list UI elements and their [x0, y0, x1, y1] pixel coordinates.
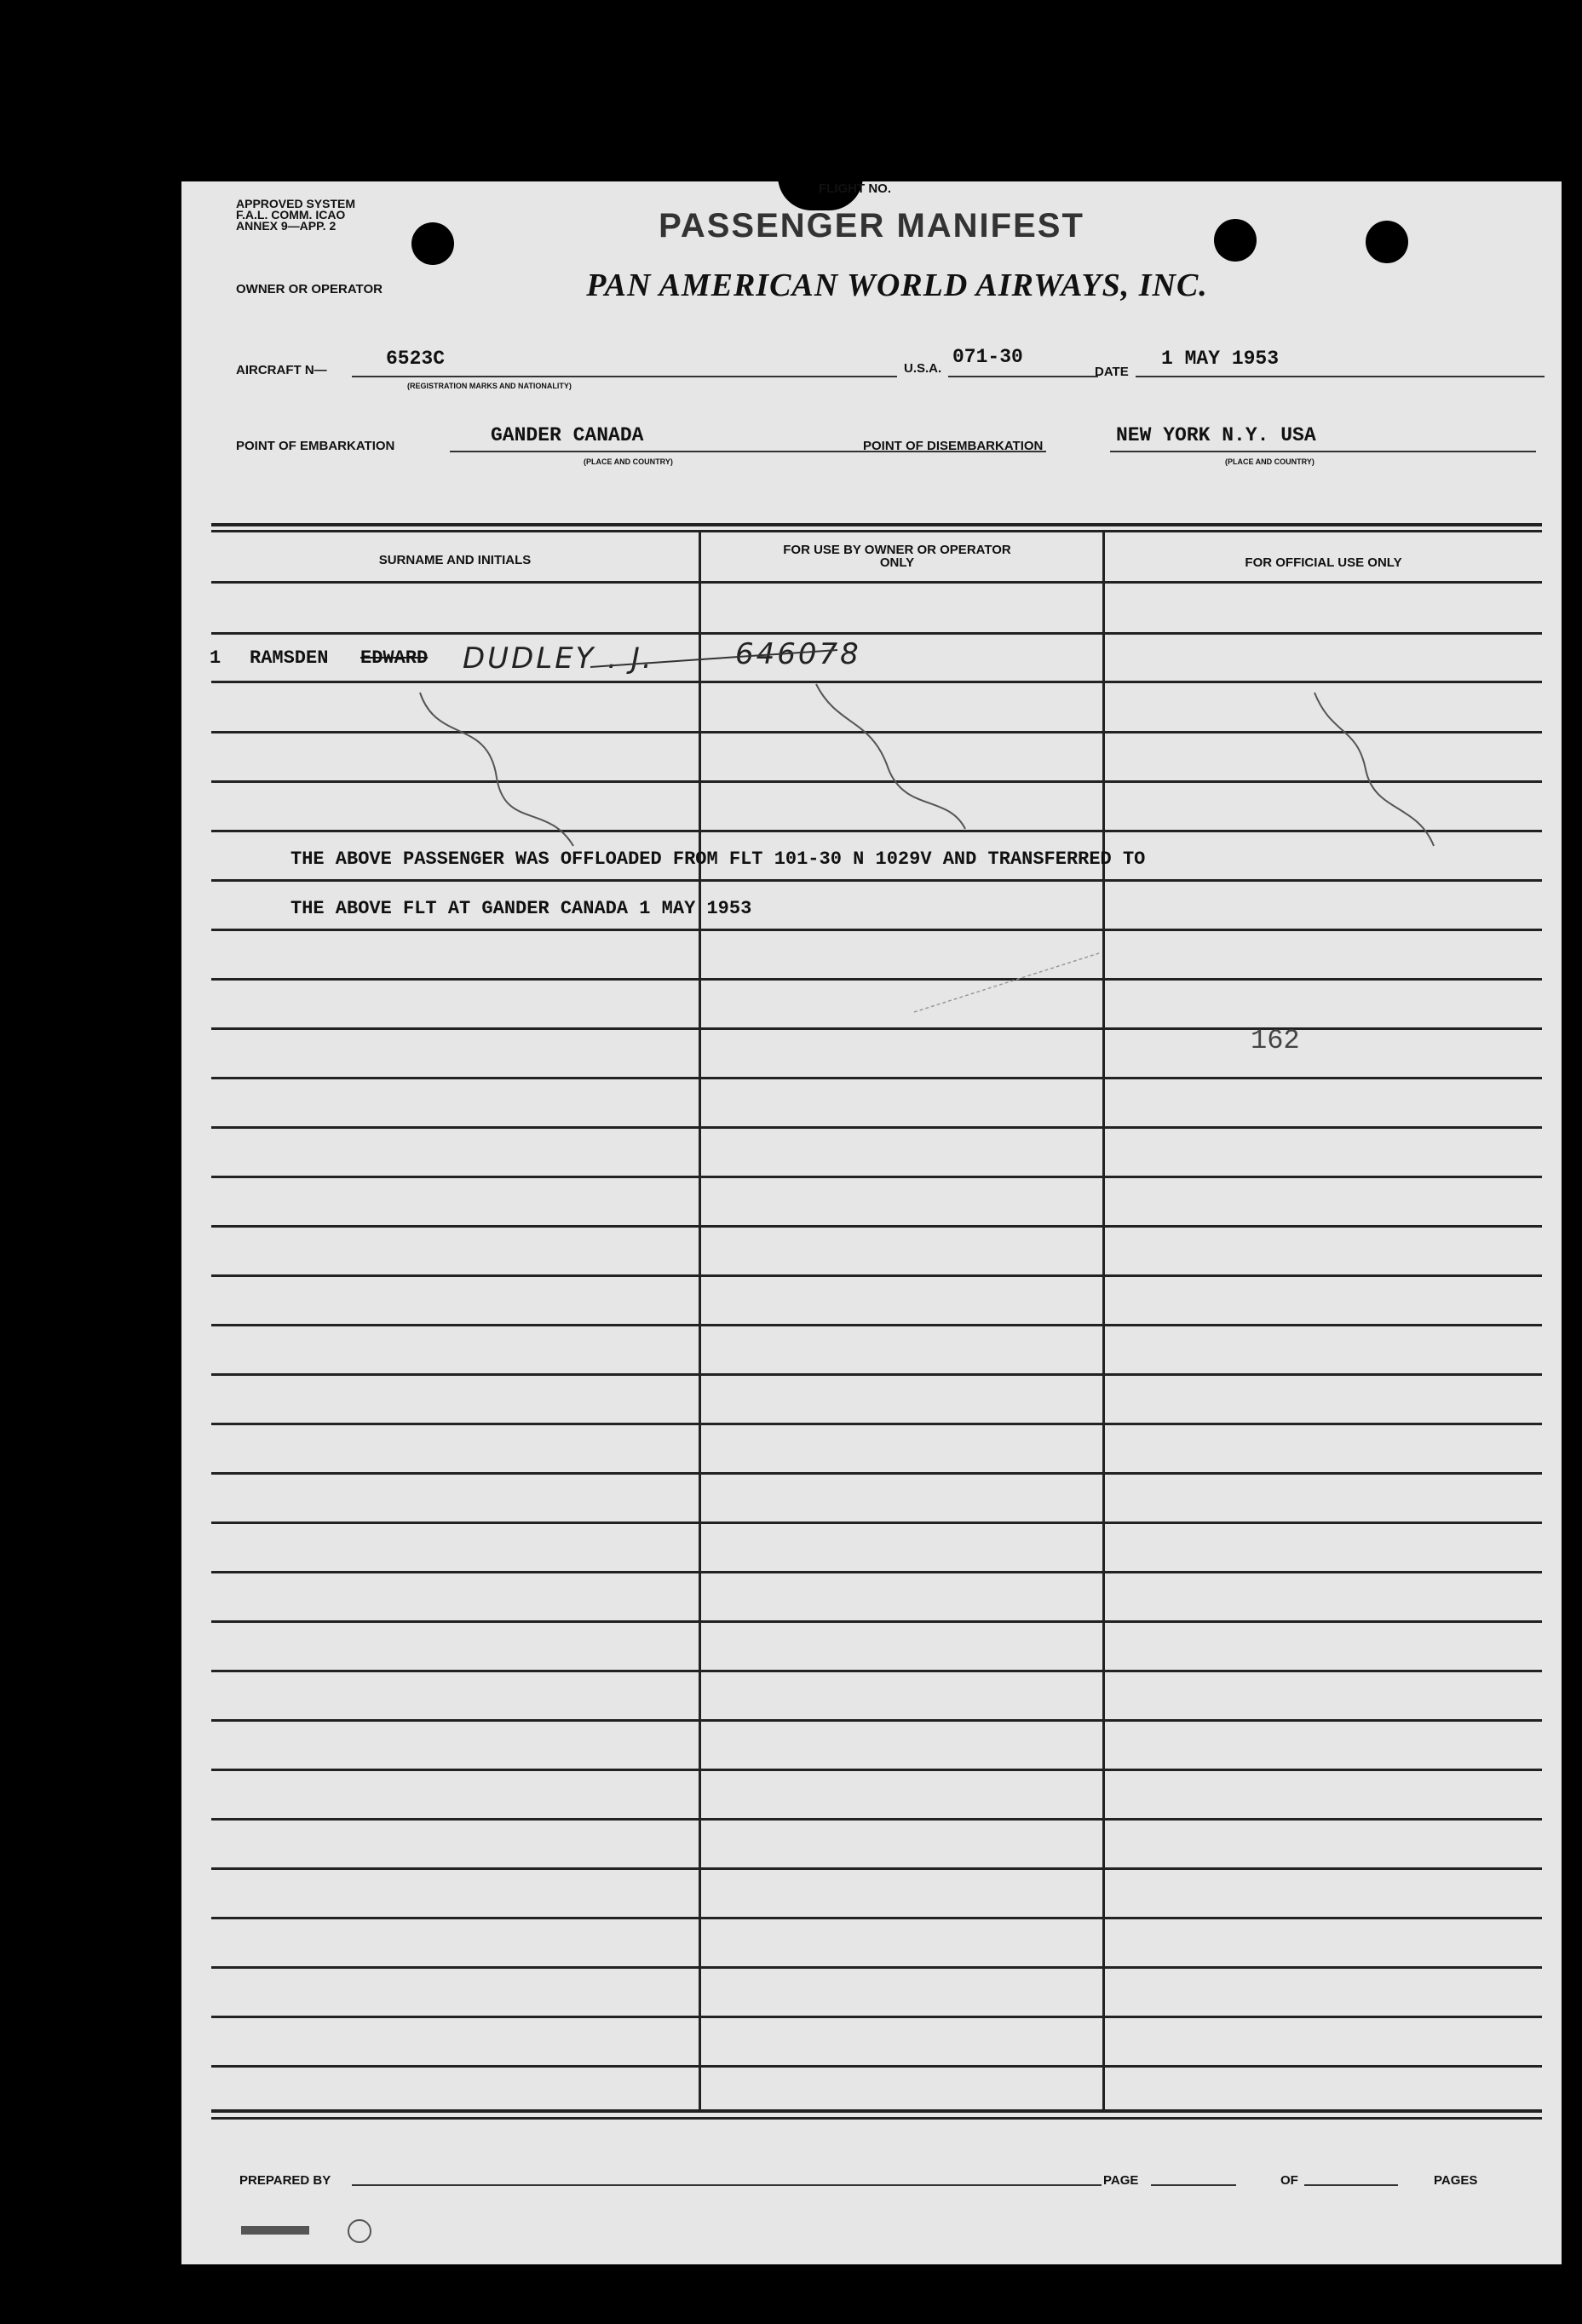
- date-value: 1 MAY 1953: [1161, 348, 1280, 370]
- table-row-line: [211, 1373, 1542, 1376]
- disembarkation-value: NEW YORK N.Y. USA: [1116, 424, 1316, 446]
- table-row-line: [211, 1620, 1542, 1623]
- table-bottom-rule-2: [211, 2117, 1542, 2120]
- table-row-line: [211, 1423, 1542, 1425]
- manifest-sheet: [181, 181, 1562, 2264]
- table-row-line: [211, 1077, 1542, 1079]
- table-bottom-rule: [211, 2109, 1542, 2113]
- passenger-handwritten-number: 646078: [735, 637, 861, 671]
- header-official-use: FOR OFFICIAL USE ONLY: [1245, 555, 1402, 570]
- embarkation-label: POINT OF EMBARKATION: [236, 439, 395, 453]
- approval-notice: APPROVED SYSTEM F.A.L. COMM. ICAO ANNEX 9—APP. 2: [236, 197, 356, 233]
- passenger-surname: RAMSDEN: [250, 647, 329, 669]
- page-label: PAGE: [1103, 2173, 1139, 2188]
- pages-label: PAGES: [1434, 2173, 1478, 2188]
- table-row-line: [211, 1472, 1542, 1475]
- table-row-line: [211, 1126, 1542, 1129]
- passenger-handwritten-name: DUDLEY . J.: [463, 641, 654, 676]
- union-label-icon: [348, 2219, 371, 2243]
- table-row-line: [211, 2065, 1542, 2068]
- table-row-line: [211, 1966, 1542, 1969]
- aircraft-sublabel: (REGISTRATION MARKS AND NATIONALITY): [407, 382, 572, 390]
- of-line: [1304, 2184, 1398, 2186]
- flight-label: FLIGHT NO.: [819, 181, 891, 196]
- of-label: OF: [1280, 2173, 1298, 2188]
- squiggle-official: [1314, 693, 1434, 846]
- passenger-struck-name: EDWARD: [360, 647, 429, 669]
- form-title: PASSENGER MANIFEST: [659, 207, 1084, 244]
- disembarkation-label: POINT OF DISEMBARKATION: [863, 439, 1044, 453]
- table-row-line: [211, 1324, 1542, 1326]
- printer-mark-icon: [241, 2226, 309, 2235]
- table-row-line: [211, 1719, 1542, 1722]
- table-row-line: [211, 1522, 1542, 1524]
- table-row-line: [211, 1769, 1542, 1771]
- table-row-line: [211, 1670, 1542, 1672]
- usa-label: U.S.A.: [904, 361, 942, 376]
- aircraft-value: 6523C: [386, 348, 446, 370]
- table-row-line: [211, 1176, 1542, 1178]
- transfer-note-line-1: THE ABOVE PASSENGER WAS OFFLOADED FROM FLT 101-30 N 1029V AND TRANSFERRED TO: [291, 848, 1146, 870]
- embarkation-value: GANDER CANADA: [491, 424, 644, 446]
- squiggle-name: [420, 693, 573, 846]
- prepared-by-label: PREPARED BY: [239, 2173, 331, 2188]
- flight-value: 071-30: [952, 346, 1023, 368]
- table-row-line: [211, 1225, 1542, 1228]
- operator-name: PAN AMERICAN WORLD AIRWAYS, INC.: [586, 267, 1208, 303]
- prepared-by-line: [352, 2184, 1102, 2186]
- transfer-note-line-2: THE ABOVE FLT AT GANDER CANADA 1 MAY 1953: [291, 898, 752, 919]
- table-row-line: [211, 1917, 1542, 1919]
- table-row-line: [211, 1274, 1542, 1277]
- embarkation-sublabel: (PLACE AND COUNTRY): [584, 457, 673, 466]
- aircraft-label: AIRCRAFT N—: [236, 363, 327, 377]
- underline-stroke: [590, 650, 837, 667]
- stamp-number: 162: [1251, 1025, 1300, 1056]
- table-row-line: [211, 1867, 1542, 1870]
- table-row-line: [211, 1571, 1542, 1573]
- page-line: [1151, 2184, 1236, 2186]
- header-owner-use: FOR USE BY OWNER OR OPERATOR ONLY: [783, 543, 1011, 570]
- header-surname: SURNAME AND INITIALS: [378, 553, 532, 567]
- owner-label: OWNER OR OPERATOR: [236, 282, 383, 296]
- table-row-line: [211, 2016, 1542, 2018]
- table-row-line: [211, 1818, 1542, 1821]
- date-label: DATE: [1095, 365, 1129, 379]
- disembarkation-sublabel: (PLACE AND COUNTRY): [1225, 457, 1314, 466]
- faint-stroke: [914, 952, 1102, 1012]
- squiggle-owner: [816, 684, 965, 829]
- passenger-number: 1: [210, 647, 221, 669]
